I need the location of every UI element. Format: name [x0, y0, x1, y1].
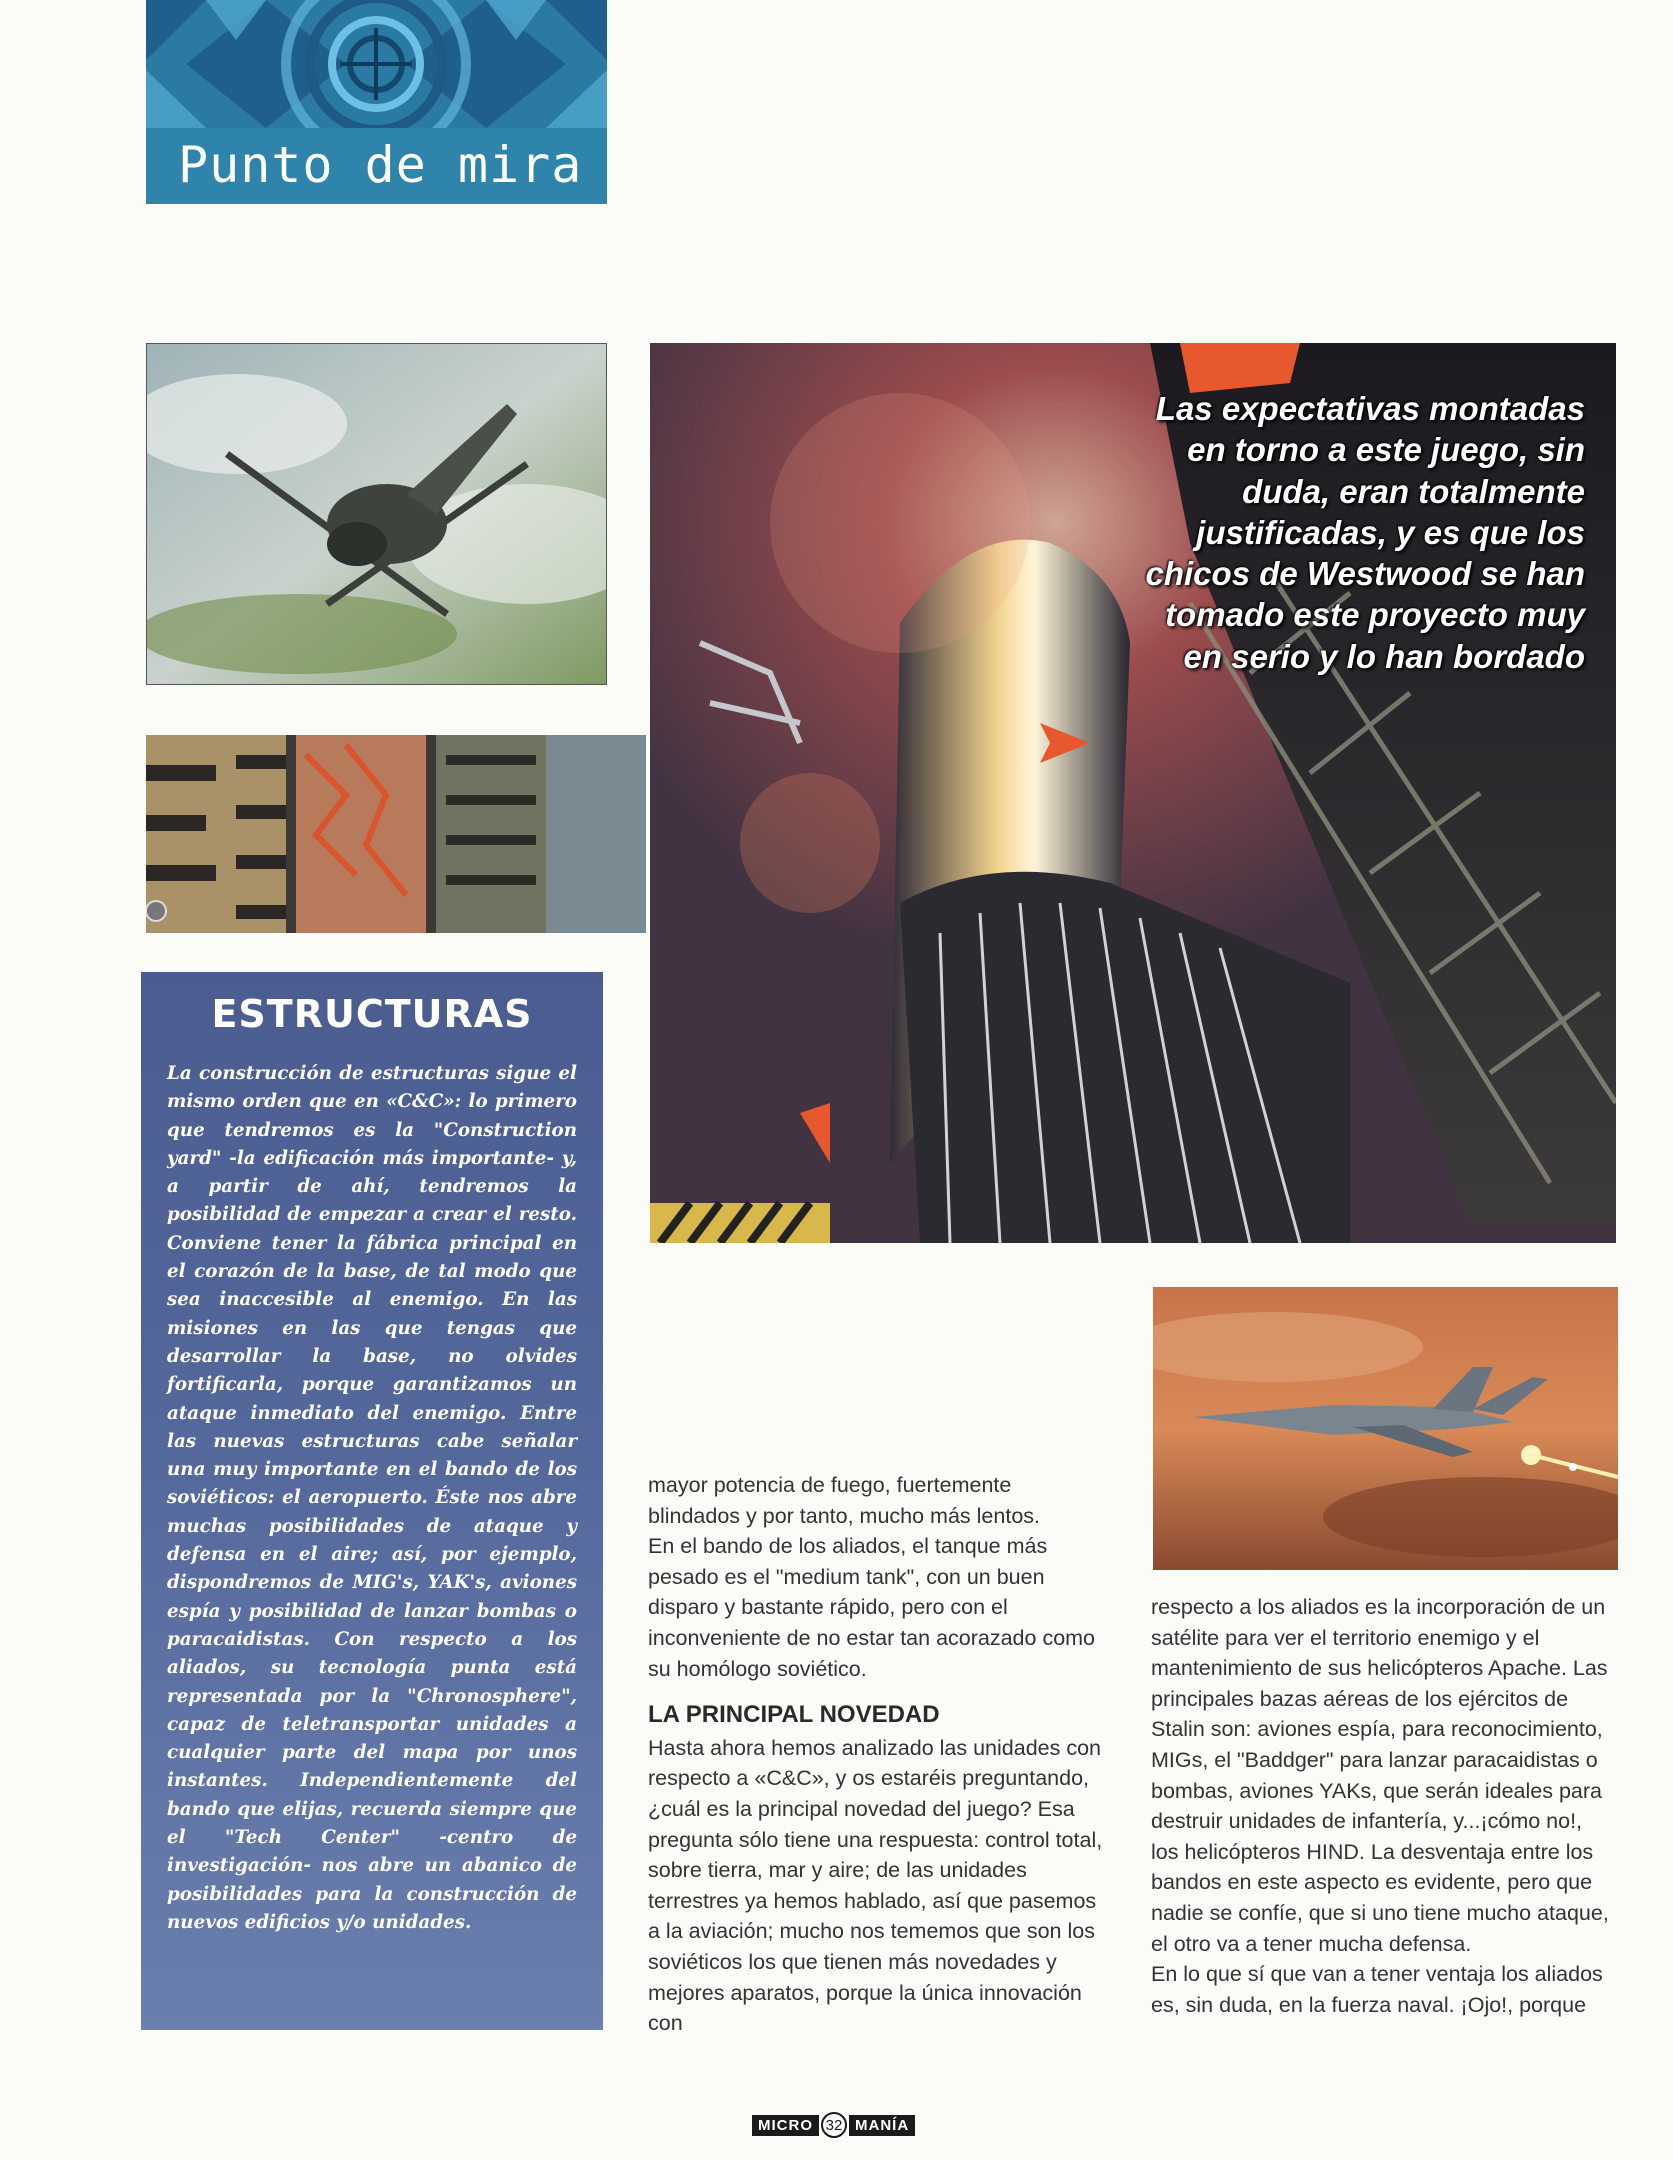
sidebar-title: ESTRUCTURAS: [211, 992, 533, 1036]
article-column-right: [1151, 1592, 1612, 2020]
helicopter-screenshot: [146, 343, 607, 685]
article-paragraph: mayor potencia de fuego, fuertemente blindados y por tanto, mucho más lentos.: [648, 1473, 1040, 1528]
mig-jet-screenshot: [1153, 1287, 1618, 1570]
magazine-logo-right: MANÍA: [849, 2115, 915, 2136]
article-subheading: LA PRINCIPAL NOVEDAD: [648, 1701, 940, 1729]
structures-sidebar: [141, 972, 603, 2030]
pull-quote: Las expectativas montadas en torno a este juego, sin duda, eran totalmente justificadas, y es que los chicos de Westwood se han tomado este proyecto muy en serio y lo han bordado: [1145, 390, 1585, 675]
section-header: [146, 0, 607, 204]
sidebar-body: La construcción de estructuras sigue el mismo orden que en «C&C»: lo primero que tendremos es la "Construction yard" -la edificación más importante- y, a partir de ahí, tendremos la posibilidad de empezar a crear el resto. Conviene tener la fábrica principal en el corazón de la base, de tal modo que sea inaccesible al enemigo. En las misiones en las que tengas que desarrollar la base, no olvides fortificarla, porque garantizamos un ataque inmediato del enemigo. Entre las nuevas estructuras cabe señalar una muy importante en el bando de los soviéticos: el aeropuerto. Éste nos abre muchas posibilidades de ataque y defensa en el aire; así, por ejemplo, dispondremos de MIG's, YAK's, aviones espía y posibilidad de lanzar bombas o paracaidistas. Con respecto a los aliados, su tecnología punta está representada por la "Chronosphere", capaz de teletransportar unidades a cualquier parte del mapa por unos instantes. Independientemente del bando que elijas, recuerda siempre que el "Tech Center" -centro de investigación- nos abre un abanico de posibilidades para la construcción de nuevos edificios y/o unidades.: [167, 1063, 577, 1933]
magazine-logo-left: MICRO: [752, 2115, 819, 2136]
article-paragraph: En el bando de los aliados, el tanque más pesado es el "medium tank", con un buen disparo y bastante rápido, pero con el inconveniente de no estar tan acorazado como su homólogo soviético.: [648, 1534, 1096, 1681]
page-footer: [752, 2112, 915, 2138]
article-paragraph: respecto a los aliados es la incorporación de un satélite para ver el territorio enemigo y el mantenimiento de sus helicópteros Apache. Las principales bazas aéreas de los ejércitos de Stalin son: aviones espía, para reconocimiento, MIGs, el "Baddger" para lanzar paracaidistas o bombas, aviones YAKs, que serán ideales para destruir unidades de infantería, y...¡cómo no!, los helicópteros HIND. La desventaja entre los bandos en este aspecto es evidente, pero que nadie se confíe, que si uno tiene mucho ataque, el otro va a tener mucha defensa.: [1151, 1595, 1609, 1956]
layout-spacer: [1110, 1243, 1616, 1245]
page-number: 32: [821, 2112, 847, 2138]
section-title: Punto de mira: [178, 136, 583, 194]
article-column-middle: [648, 1470, 1109, 2039]
article-paragraph: En lo que sí que van a tener ventaja los aliados es, sin duda, en la fuerza naval. ¡Ojo!, porque: [1151, 1962, 1603, 2017]
header-target-artwork: [146, 0, 607, 128]
structure-pattern-image: [146, 735, 646, 933]
article-paragraph: Hasta ahora hemos analizado las unidades con respecto a «C&C», y os estaréis preguntando, ¿cuál es la principal novedad del juego? Esa pregunta sólo tiene una respuesta: control total, sobre tierra, mar y aire; de las unidades terrestres ya hemos hablado, así que pasemos a la aviación; mucho nos tememos que son los soviéticos los que tienen más novedades y mejores aparatos, porque la única innovación con: [648, 1735, 1103, 2036]
